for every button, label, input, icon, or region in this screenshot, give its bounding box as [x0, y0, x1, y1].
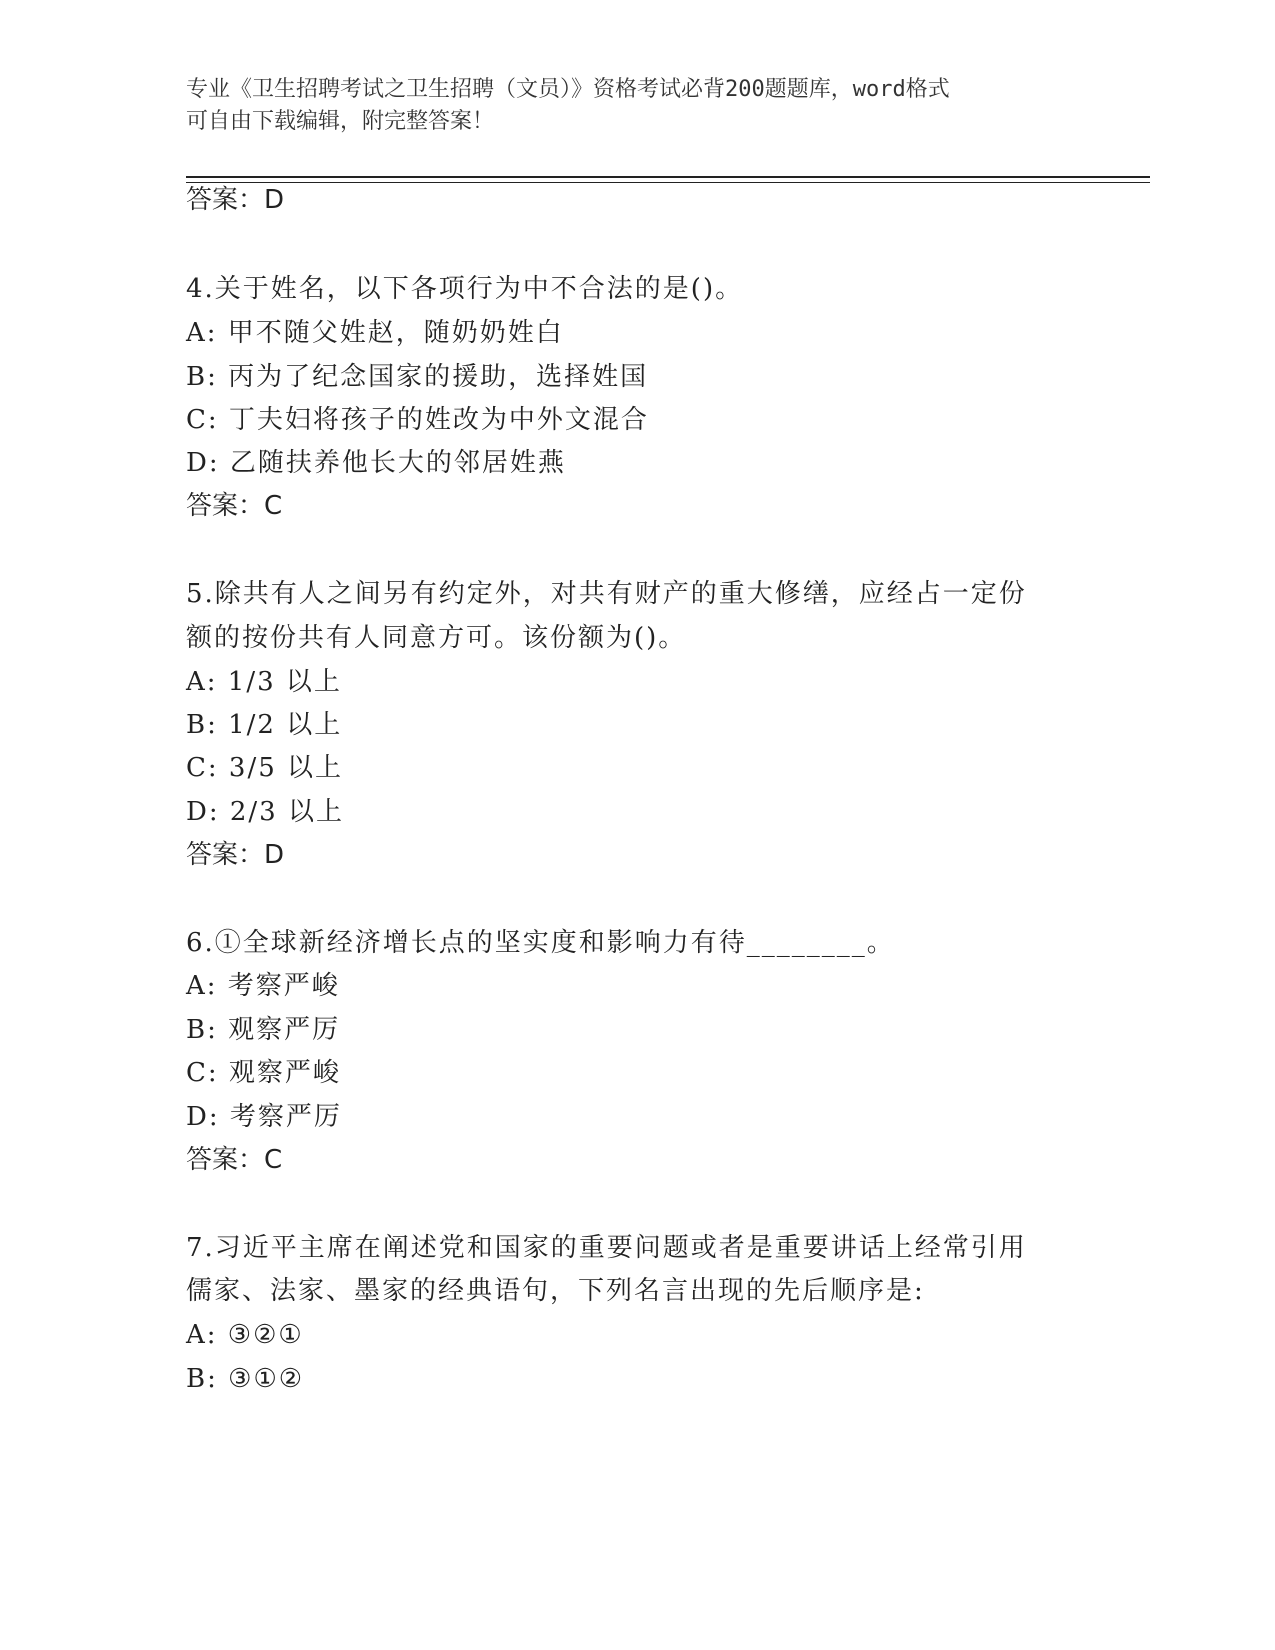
question-stem: 5.除共有人之间另有约定外，对共有财产的重大修缮，应经占一定份: [186, 579, 1027, 609]
option-a: A: 甲不随父姓赵，随奶奶姓白: [186, 318, 564, 348]
header-rule-thin: [186, 182, 1150, 183]
question-stem: 6.①全球新经济增长点的坚实度和影响力有待________。: [186, 928, 895, 958]
option-c: C: 丁夫妇将孩子的姓改为中外文混合: [186, 405, 649, 435]
option-b: B: 1/2 以上: [186, 710, 343, 740]
option-d: D: 乙随扶养他长大的邻居姓燕: [186, 448, 566, 478]
question-stem-continued: 儒家、法家、墨家的经典语句，下列名言出现的先后顺序是:: [186, 1276, 925, 1306]
option-d: D: 2/3 以上: [186, 797, 344, 827]
page-header: [186, 74, 1066, 138]
header-line-1: 专业《卫生招聘考试之卫生招聘（文员）》资格考试必背200题题库，word格式: [186, 77, 950, 102]
option-c: C: 观察严峻: [186, 1058, 341, 1088]
option-a: A: 考察严峻: [186, 971, 340, 1001]
answer-line: 答案：C: [186, 1145, 283, 1175]
header-rule-thick: [186, 176, 1150, 178]
answer-line: 答案：D: [186, 185, 285, 215]
question-stem-continued: 额的按份共有人同意方可。该份额为()。: [186, 623, 687, 653]
option-b: B: 丙为了纪念国家的援助，选择姓国: [186, 362, 649, 392]
answer-line: 答案：C: [186, 491, 283, 521]
question-stem: 7.习近平主席在阐述党和国家的重要问题或者是重要讲话上经常引用: [186, 1233, 1027, 1263]
option-b: B: ③①②: [186, 1364, 305, 1394]
option-a: A: ③②①: [186, 1320, 304, 1350]
question-stem: 4.关于姓名，以下各项行为中不合法的是()。: [186, 274, 744, 304]
answer-line: 答案：D: [186, 840, 285, 870]
option-d: D: 考察严厉: [186, 1102, 342, 1132]
option-b: B: 观察严厉: [186, 1015, 341, 1045]
option-a: A: 1/3 以上: [186, 667, 342, 697]
option-c: C: 3/5 以上: [186, 753, 344, 783]
header-line-2: 可自由下载编辑，附完整答案！: [186, 109, 495, 134]
